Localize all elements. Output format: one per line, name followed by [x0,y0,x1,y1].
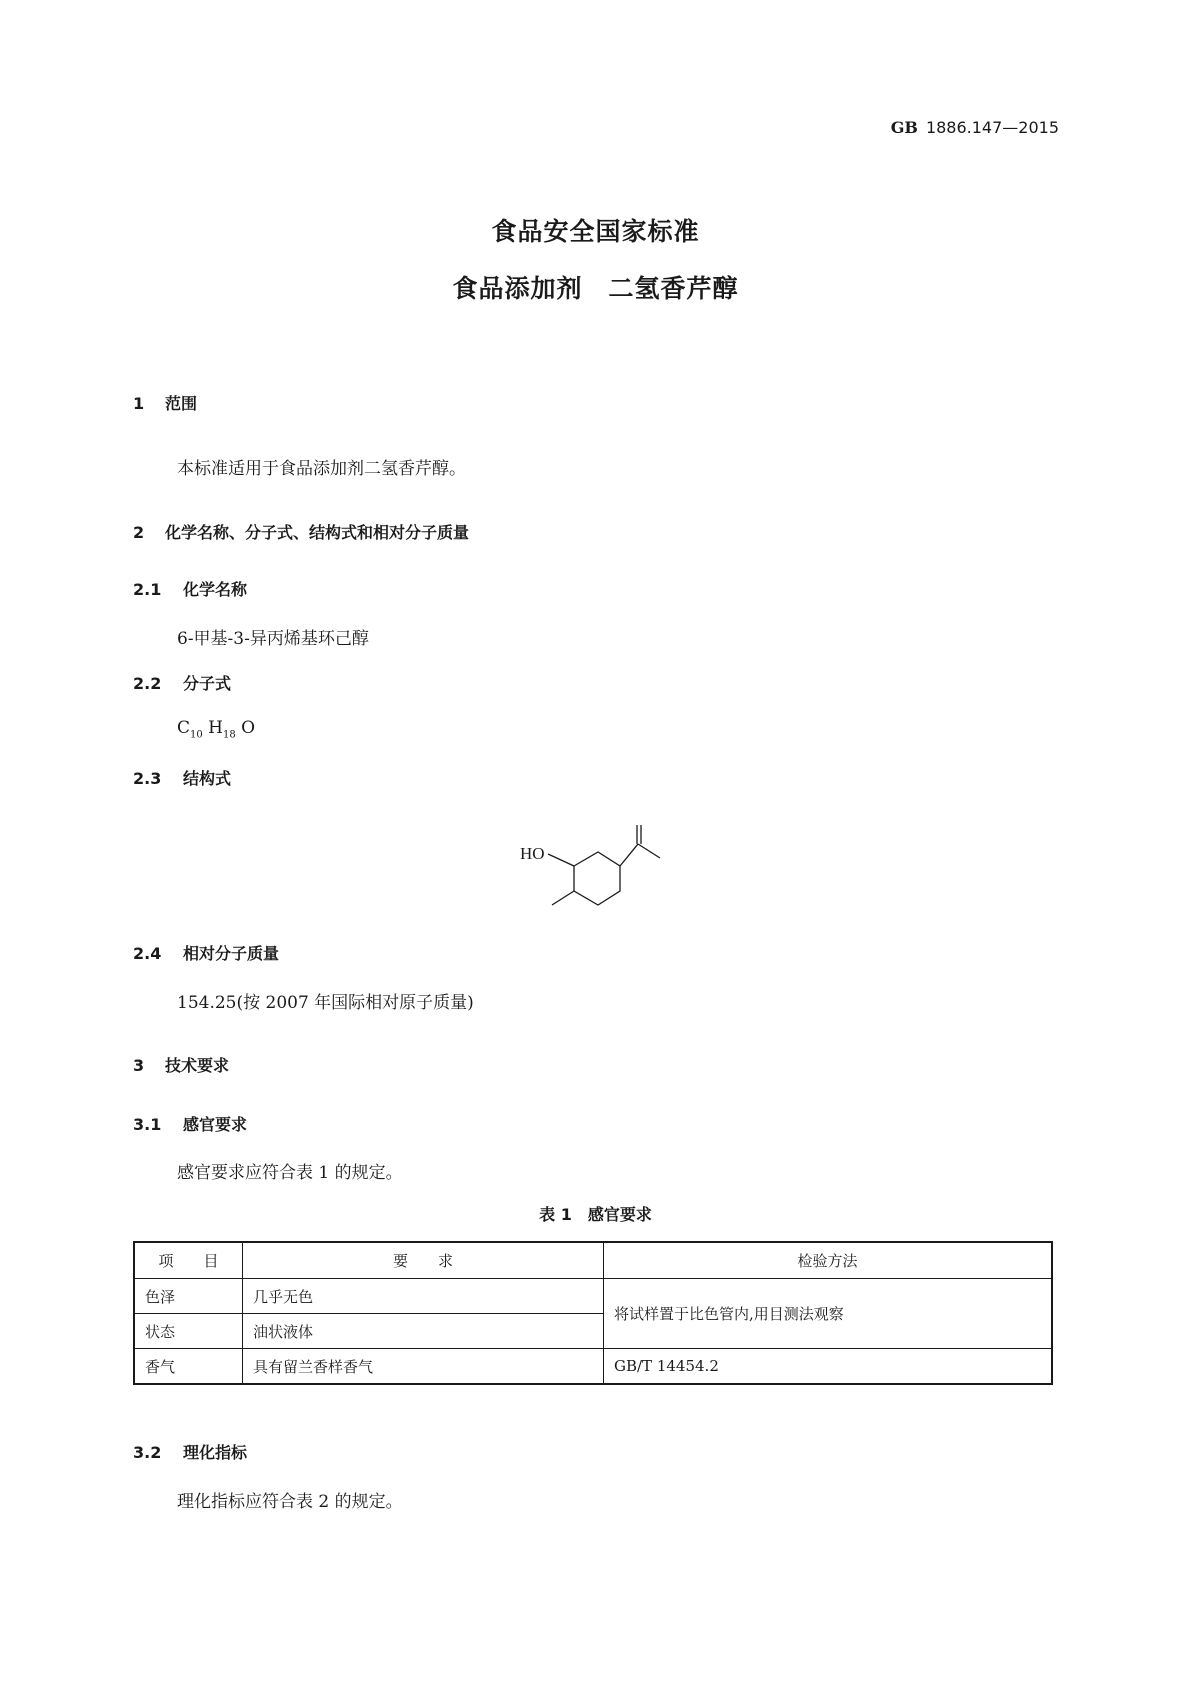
section-2-heading: 2 化学名称、分子式、结构式和相对分子质量 [133,523,470,542]
section-3-2-text: 理化指标应符合表 2 的规定。 [177,1492,403,1512]
doc-subtitle: 食品添加剂 二氢香芹醇 [452,274,739,303]
header-item: 项 目 [134,1242,243,1279]
table-row [134,1279,1052,1314]
chemical-name: 6-甲基-3-异丙烯基环己醇 [177,629,369,649]
structural-formula [520,825,680,925]
row-requirement: 油状液体 [243,1314,604,1349]
row-item: 状态 [134,1314,243,1349]
row-requirement: 具有留兰香样香气 [243,1349,604,1385]
section-3-1-text: 感官要求应符合表 1 的规定。 [177,1163,403,1183]
section-2-3-heading: 2.3 结构式 [133,769,232,788]
header-method: 检验方法 [604,1242,1053,1279]
row-item: 香气 [134,1349,243,1385]
section-3-heading: 3 技术要求 [133,1056,230,1075]
table-row [134,1349,1052,1385]
header-requirement: 要 求 [243,1242,604,1279]
molecular-weight: 154.25(按 2007 年国际相对原子质量) [177,993,474,1013]
table-1-caption: 表 1 感官要求 [539,1205,652,1224]
standard-number: GB 1886.147—2015 [890,118,1059,137]
sensory-requirements-table [133,1241,1053,1385]
row-method-shared: 将试样置于比色管内,用目测法观察 [604,1279,1053,1349]
row-method: GB/T 14454.2 [604,1349,1053,1385]
table-header-row [134,1242,1052,1279]
section-2-2-heading: 2.2 分子式 [133,674,232,693]
section-2-4-heading: 2.4 相对分子质量 [133,944,280,963]
section-3-2-heading: 3.2 理化指标 [133,1443,248,1462]
molecular-formula: $C_{10}$ $H_{18}$ O [177,718,256,741]
section-3-1-heading: 3.1 感官要求 [133,1115,248,1134]
ho-label: HO [520,844,545,863]
section-2-1-heading: 2.1 化学名称 [133,580,248,599]
doc-title: 食品安全国家标准 [491,217,700,246]
row-requirement: 几乎无色 [243,1279,604,1314]
section-1-text: 本标准适用于食品添加剂二氢香芹醇。 [177,459,466,479]
section-1-heading: 1 范围 [133,394,198,413]
row-item: 色泽 [134,1279,243,1314]
